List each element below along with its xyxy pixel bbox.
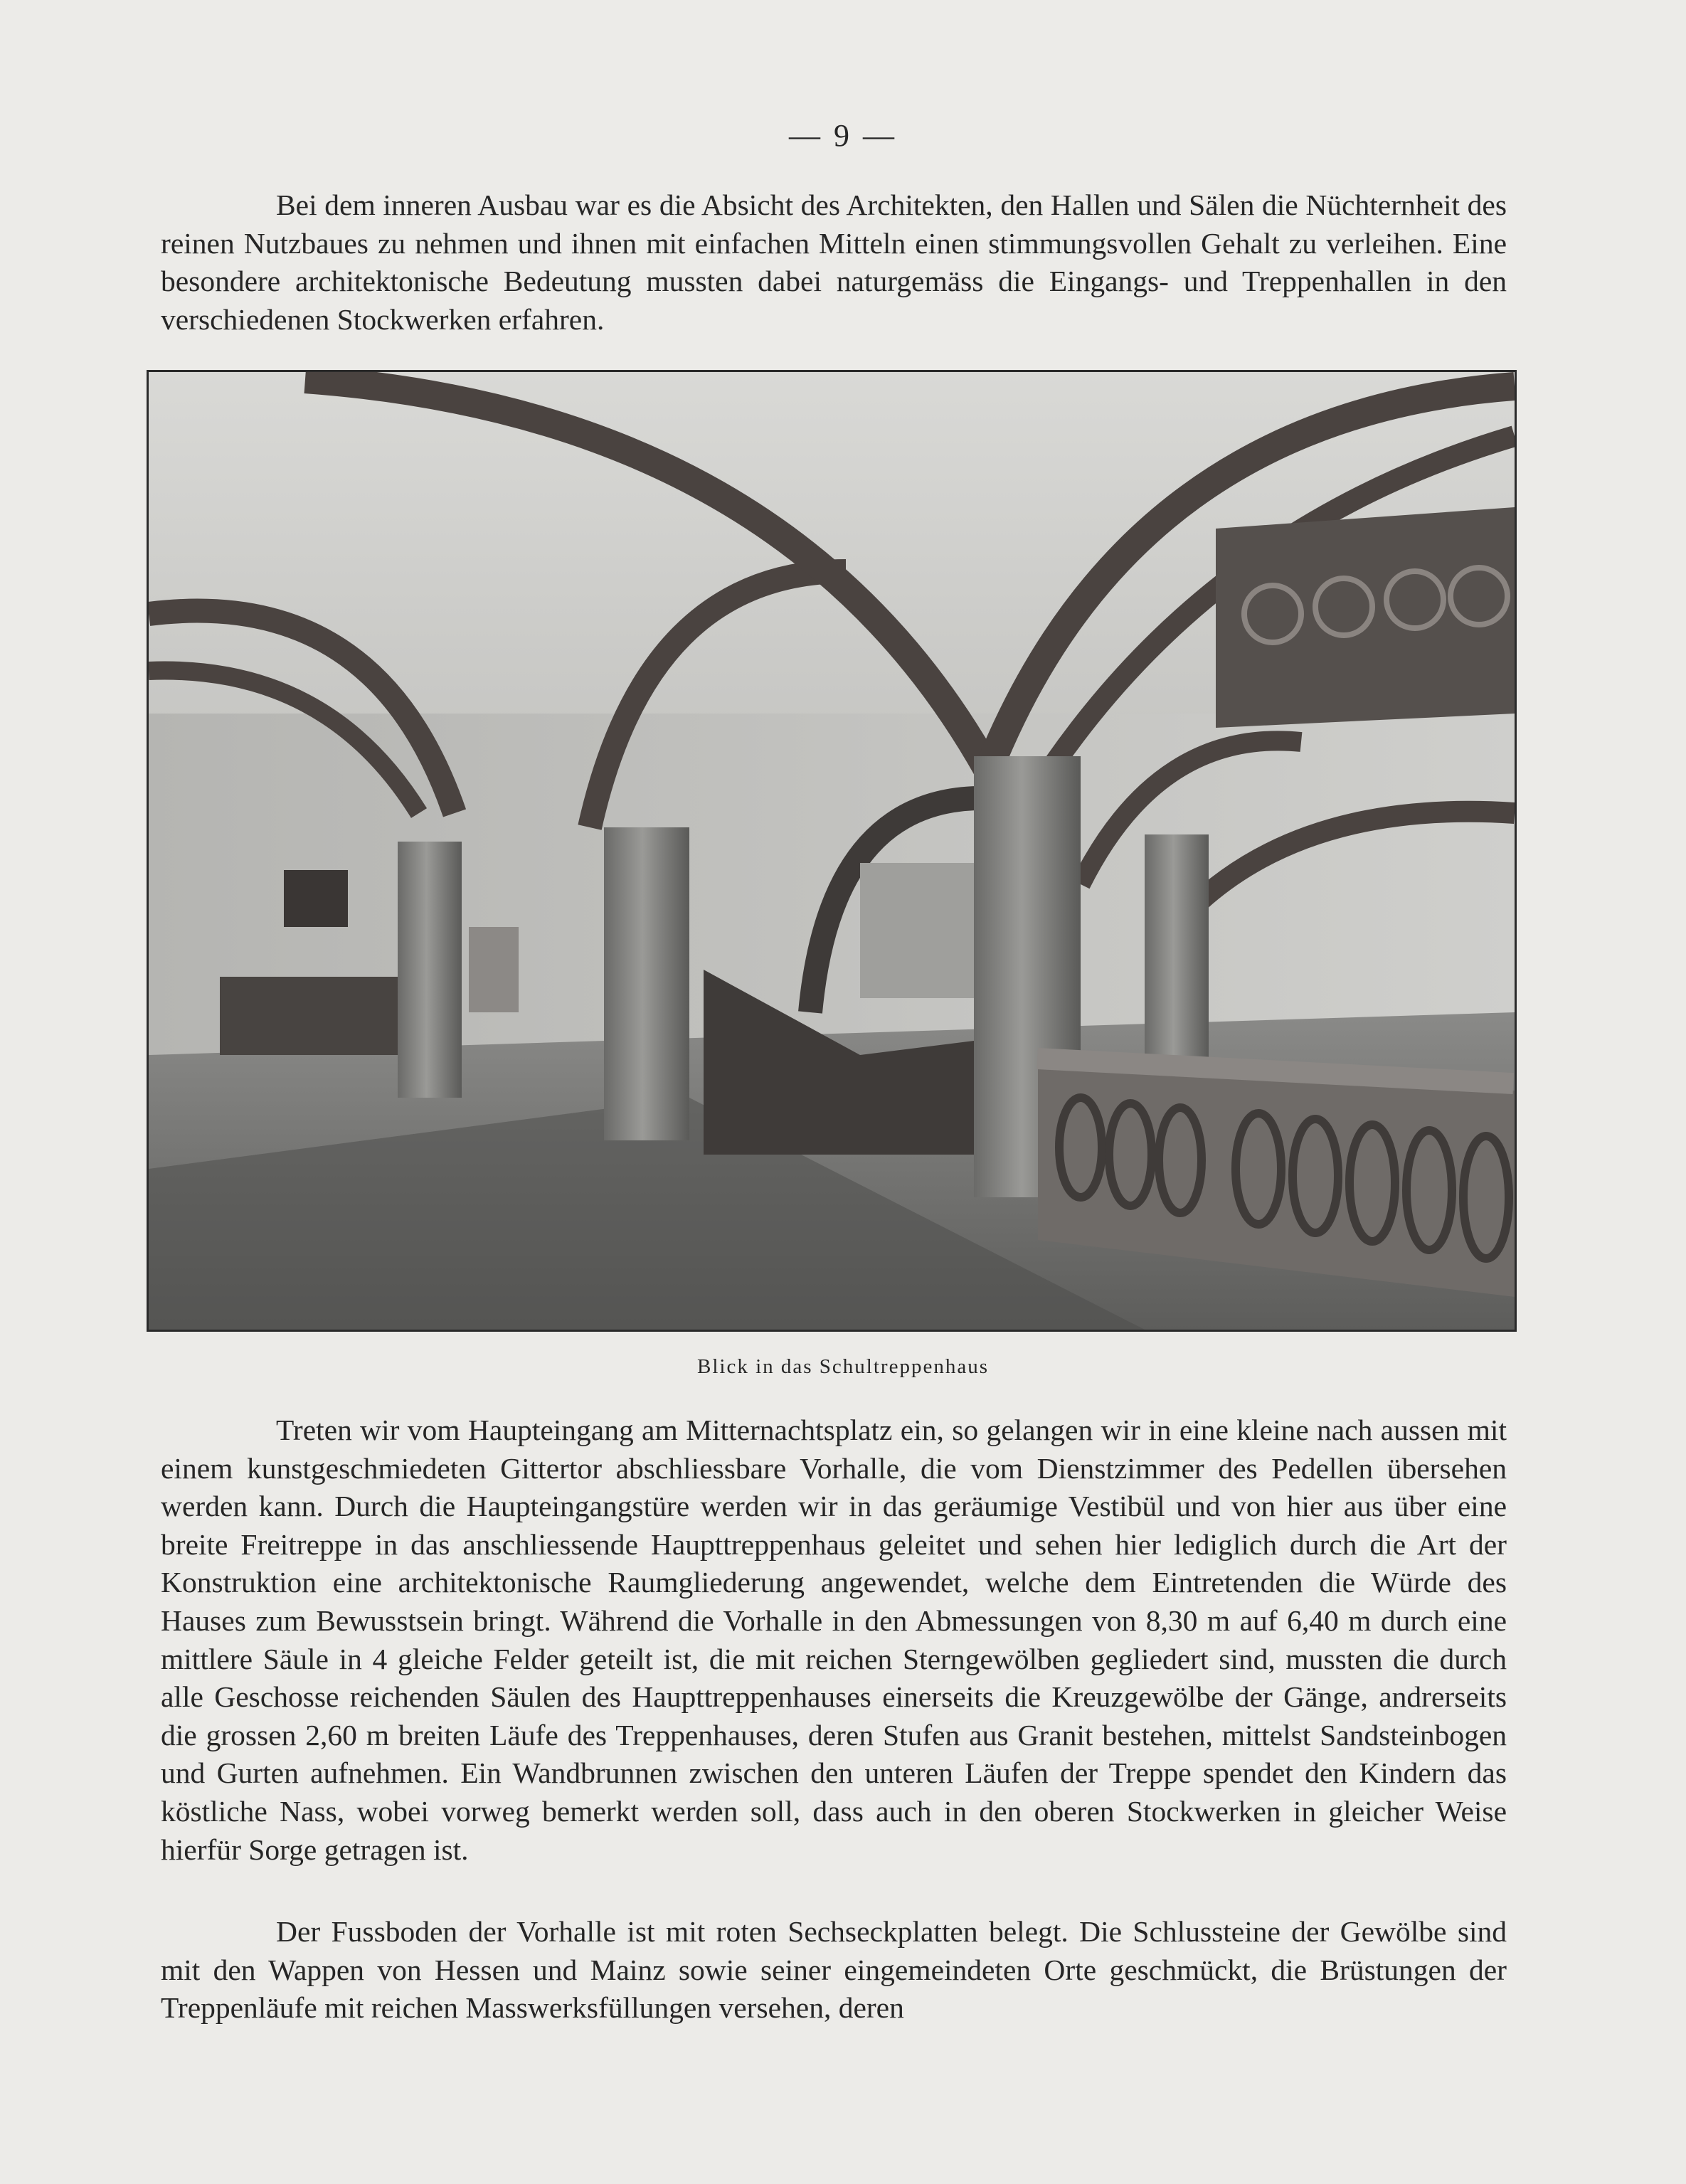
wall-fountain [469, 927, 519, 1012]
distant-corridor [860, 863, 981, 998]
column-right [1145, 834, 1209, 1076]
intro-paragraph: Bei dem inneren Ausbau war es die Absicht des Architekten, den Hallen und Sälen die Nüchternheit des reinen Nutzbaues zu nehmen und ihnen mit einfachen Mitteln einen stimmungsvollen Gehalt zu verleihen. Eine besondere architektonische Bedeutung mussten dabei naturgemäss die Eingangs- und Treppenhallen in den verschiedenen Stockwerken erfahren. [161, 189, 1507, 336]
body-text-1 [161, 1411, 1507, 1869]
intro-text [161, 186, 1507, 339]
wall-painting [284, 870, 348, 927]
body-text-2 [161, 1913, 1507, 2027]
upper-balustrade [1216, 507, 1515, 728]
column-center [604, 827, 689, 1140]
paragraph-2: Der Fussboden der Vorhalle ist mit roten Sechseckplatten belegt. Die Schlussteine der Gewölbe sind mit den Wappen von Hessen und Mainz sowie seiner eingemeindeten Orte geschmückt, die Brüstungen der Treppenläufe mit reichen Masswerksfüllungen versehen, deren [161, 1915, 1507, 2025]
staircase-photo [147, 370, 1517, 1332]
paragraph-1: Treten wir vom Haupteingang am Mitternachtsplatz ein, so gelangen wir in eine kleine nach aussen mit einem kunstgeschmiedeten Gittertor abschliessbare Vorhalle, die vom Dienstzimmer des Pedellen übersehen werden kann. Durch die Haupteingangstüre werden wir in das geräumige Vestibül und von hier aus über eine breite Freitreppe in das anschliessende Haupttreppenhaus geleitet und sehen hier lediglich durch die Art der Konstruktion eine architektonische Raumgliederung angewendet, welche dem Eintretenden die Würde des Hauses zum Bewusstsein bringt. Während die Vorhalle in den Abmessungen von 8,30 m auf 6,40 m durch eine mittlere Säule in 4 gleiche Felder geteilt ist, die mit reichen Sterngewölben gegliedert sind, mussten die durch alle Geschosse reichenden Säulen des Haupttreppenhauses einerseits die Kreuzgewölbe der Gänge, andrerseits die grossen 2,60 m breiten Läufe des Treppenhauses, deren Stufen aus Granit bestehen, mittelst Sandsteinbogen und Gurten aufnehmen. Ein Wandbrunnen zwischen den unteren Läufen der Treppe spendet den Kindern das köstliche Nass, wobei vorweg bemerkt werden soll, dass auch in den oberen Stockwerken in gleicher Weise hierfür Sorge getragen ist. [161, 1414, 1507, 1866]
column-left [398, 842, 462, 1098]
page-number: — 9 — [789, 118, 897, 153]
wall-bench [220, 977, 405, 1055]
photo-caption: Blick in das Schultreppenhaus [697, 1355, 989, 1378]
